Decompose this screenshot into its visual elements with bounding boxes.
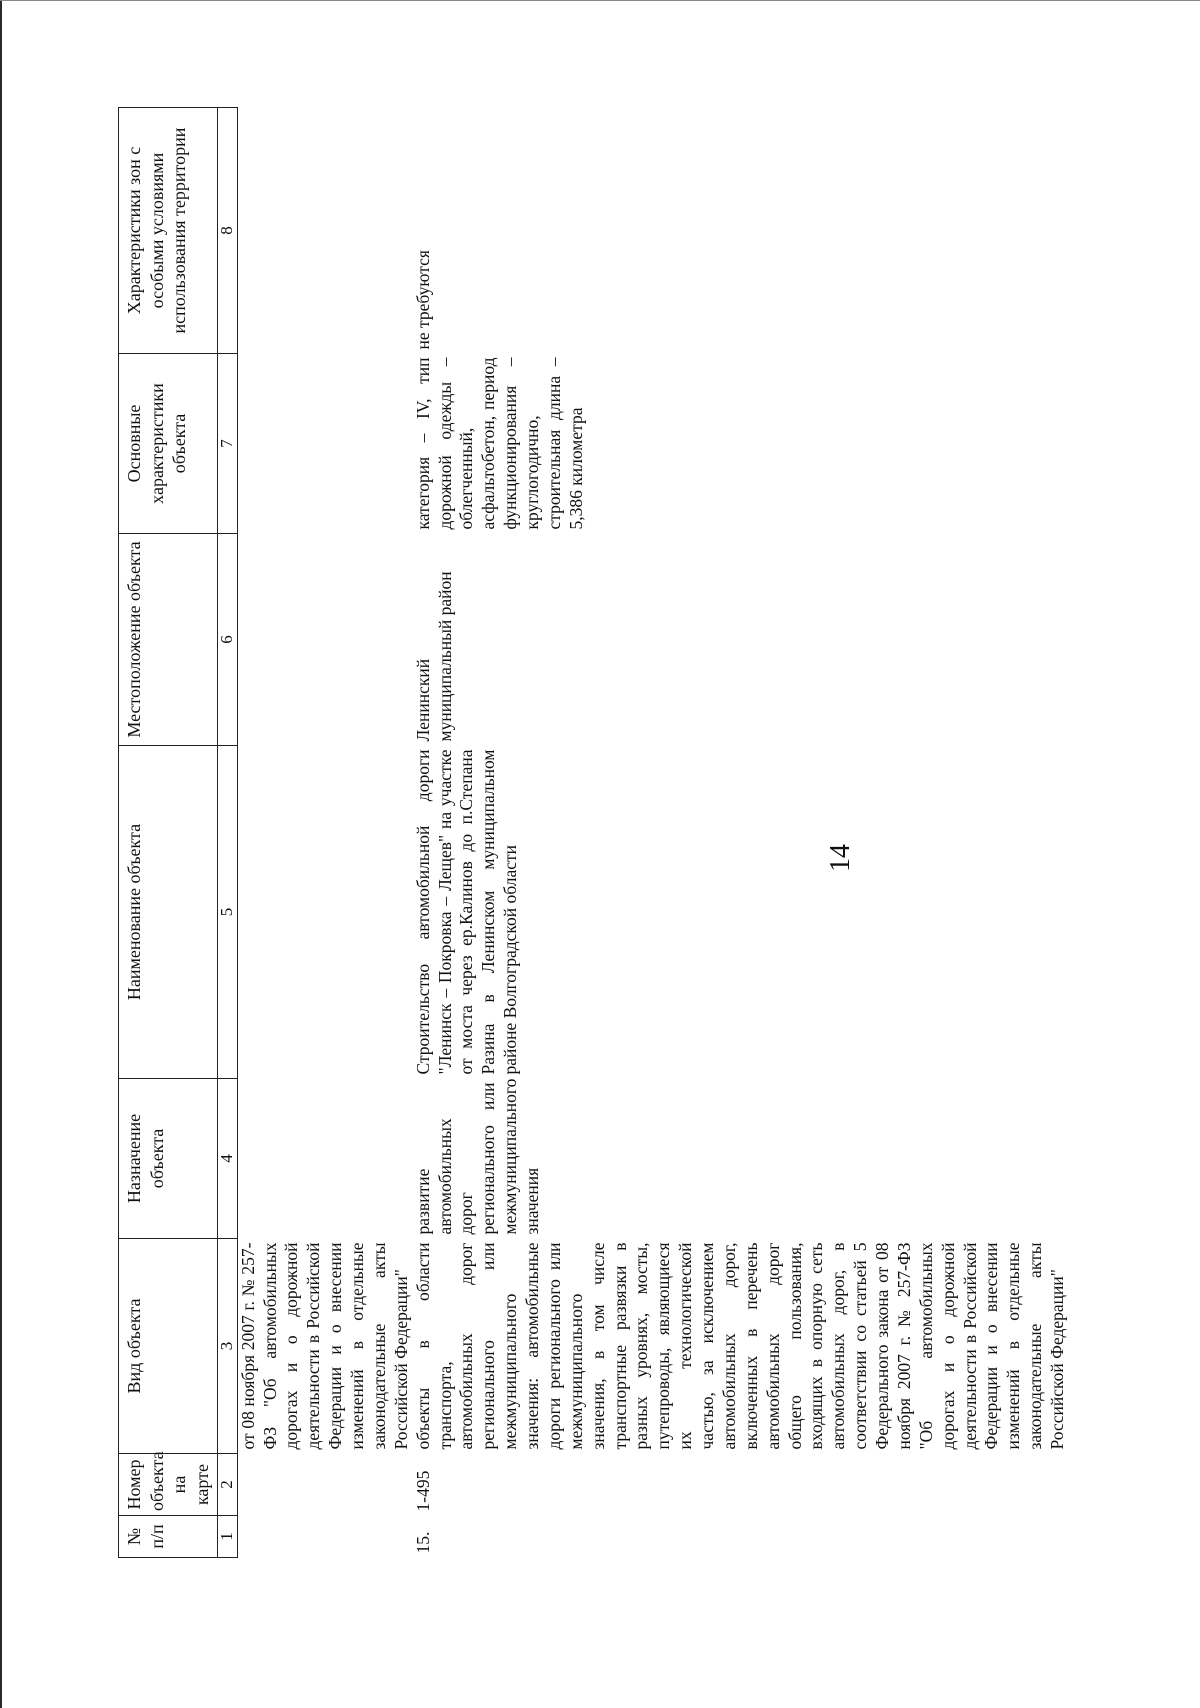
object-type-cell: объекты в области транспорта, автомобильных дорог регионального или межмуниципального значения: автомобильные дороги регионального или межмуниципального значения, в том числе транспортные развязки в разных уровнях, мосты, путепроводы, являющиеся их технологической частью, за исключением автомобильных дорог, включенных в перечень автомобильных дорог общего пользования, входящих в опорную сеть автомобильных дорог, в соответствии со статьей 5 Федерального закона от 08 ноября 2007 г. № 257-ФЗ "Об автомобильных дорогах и о дорожной деятельности в Российской Федерации и о внесении изменений в отдельные законодательные акты Российской Федерации" bbox=[412, 1242, 1068, 1450]
table-column-numbers-row bbox=[218, 108, 238, 1558]
table-row-15 bbox=[413, 108, 1069, 1558]
column-number: 7 bbox=[218, 354, 238, 534]
map-number-cell: 1-495 bbox=[412, 1470, 433, 1512]
object-type-cell: от 08 ноября 2007 г. № 257-ФЗ "Об автомобильных дорогах и о дорожной деятельности в Российской Федерации и о внесении изменений в отдельные законодательные акты Российской Федерации" bbox=[237, 1242, 411, 1450]
header-object-location: Местоположение объекта bbox=[119, 534, 218, 746]
column-number: 8 bbox=[218, 108, 238, 354]
column-number: 5 bbox=[218, 746, 238, 1079]
table-header-row bbox=[119, 108, 218, 1558]
column-number: 1 bbox=[218, 1516, 238, 1558]
object-name-cell: Строительство автомобильной дороги "Ленинск – Покровка – Лещев" на участке от моста через ер.Калинов до п.Степана Разина в Ленинском муниципальном районе Волгоградской области bbox=[412, 749, 521, 1075]
header-number: № п/п bbox=[119, 1516, 218, 1558]
object-characteristics-cell: категория – IV, тип дорожной одежды – облегченный, асфальтобетон, период функционирования – круглогодично, строительная длина – 5,386 километра bbox=[412, 357, 586, 530]
header-object-characteristics: Основные характеристики объекта bbox=[119, 354, 218, 534]
header-map-number: Номер объекта на карте bbox=[119, 1454, 218, 1516]
header-zone-characteristics: Характеристики зон с особыми условиями использования территории bbox=[119, 108, 218, 354]
row-number-cell: 15. bbox=[412, 1531, 433, 1554]
header-object-purpose: Назначение объекта bbox=[119, 1079, 218, 1239]
objects-table bbox=[118, 107, 1069, 1558]
header-object-name: Наименование объекта bbox=[119, 746, 218, 1079]
column-number: 2 bbox=[218, 1454, 238, 1516]
page-number: 14 bbox=[825, 844, 856, 872]
zone-characteristics-cell: не требуются bbox=[412, 250, 433, 350]
column-number: 4 bbox=[218, 1079, 238, 1239]
column-number: 3 bbox=[218, 1239, 238, 1454]
object-location-cell: Ленинский муниципальный район bbox=[412, 571, 455, 742]
table-row-continuation bbox=[237, 108, 413, 1558]
object-purpose-cell: развитие автомобильных дорог регионального или межмуниципального значения bbox=[412, 1078, 543, 1235]
column-number: 6 bbox=[218, 534, 238, 746]
header-object-type: Вид объекта bbox=[119, 1239, 218, 1454]
